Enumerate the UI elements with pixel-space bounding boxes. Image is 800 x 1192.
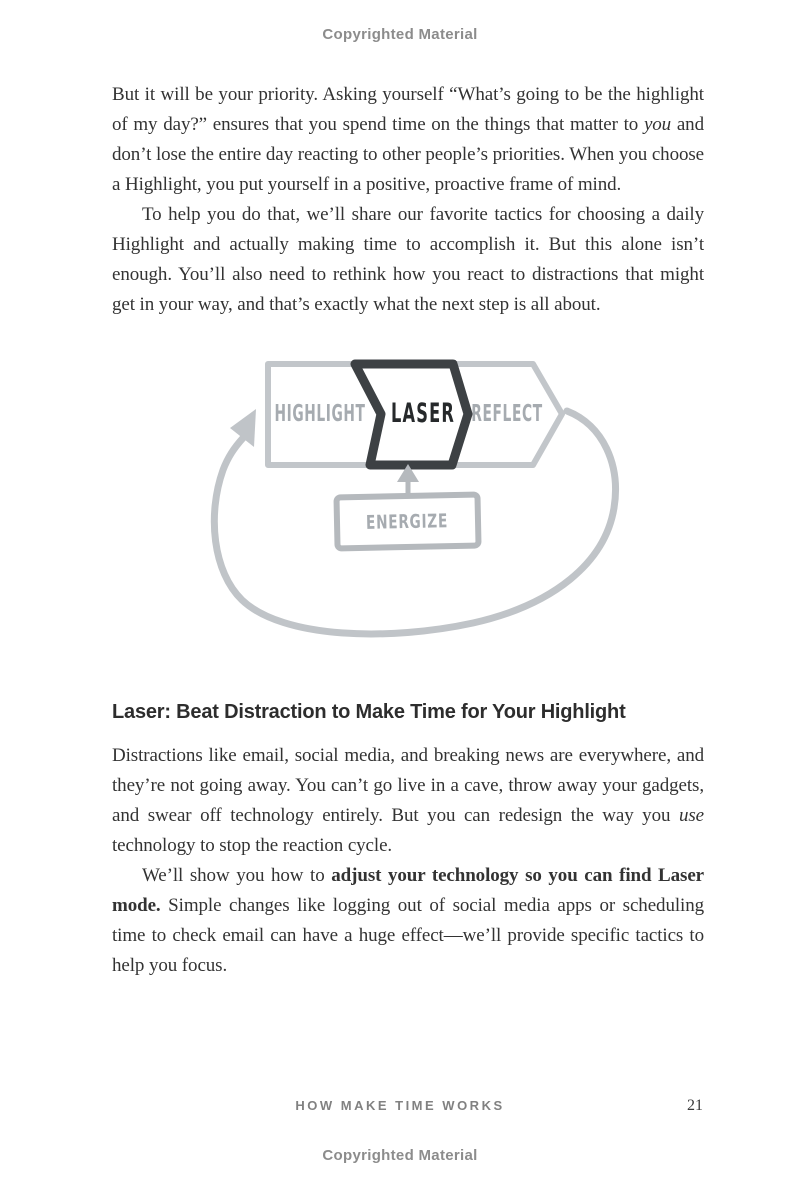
diagram-label-highlight: HIGHLIGHT (274, 400, 366, 428)
paragraph: Distractions like email, social media, and breaking news are everywhere, and they’re not going away. You can’t go live in a cave, throw away your gadgets, and swear off technology entirely. But you can redesign the way you use technology to stop the reaction cycle. (112, 745, 704, 856)
diagram-label-energize: ENERGIZE (365, 509, 449, 534)
page-body (112, 80, 704, 981)
page-footer (0, 1096, 800, 1118)
copyright-notice-top: Copyrighted Material (322, 26, 478, 43)
paragraph: We’ll show you how to adjust your technology so you can find Laser mode. Simple changes like logging out of social media apps or scheduling time to check email can have a huge effect—we’ll provide specific tactics to help you focus. (112, 865, 704, 976)
diagram-label-reflect: REFLECT (471, 400, 543, 428)
paragraph: But it will be your priority. Asking yourself “What’s going to be the highlight of my day?” ensures that you spend time on the things that matter to you and don’t lose the entire day reacting to other people’s priorities. When you choose a Highlight, you put yourself in a positive, proactive frame of mind. (112, 84, 704, 195)
section-heading: Laser: Beat Distraction to Make Time for Your Highlight (112, 701, 626, 723)
page-number: 21 (687, 1097, 703, 1114)
running-head: HOW MAKE TIME WORKS (295, 1098, 505, 1113)
energize-box (336, 495, 478, 549)
paragraph: To help you do that, we’ll share our favorite tactics for choosing a daily Highlight and actually making time to accomplish it. But this alone isn’t enough. You’ll also need to rethink how you react to distractions that might get in your way, and that’s exactly what the next step is all about. (112, 204, 704, 315)
make-time-diagram (185, 353, 625, 645)
diagram-label-laser: LASER (390, 397, 456, 430)
copyright-notice-bottom: Copyrighted Material (322, 1147, 478, 1164)
